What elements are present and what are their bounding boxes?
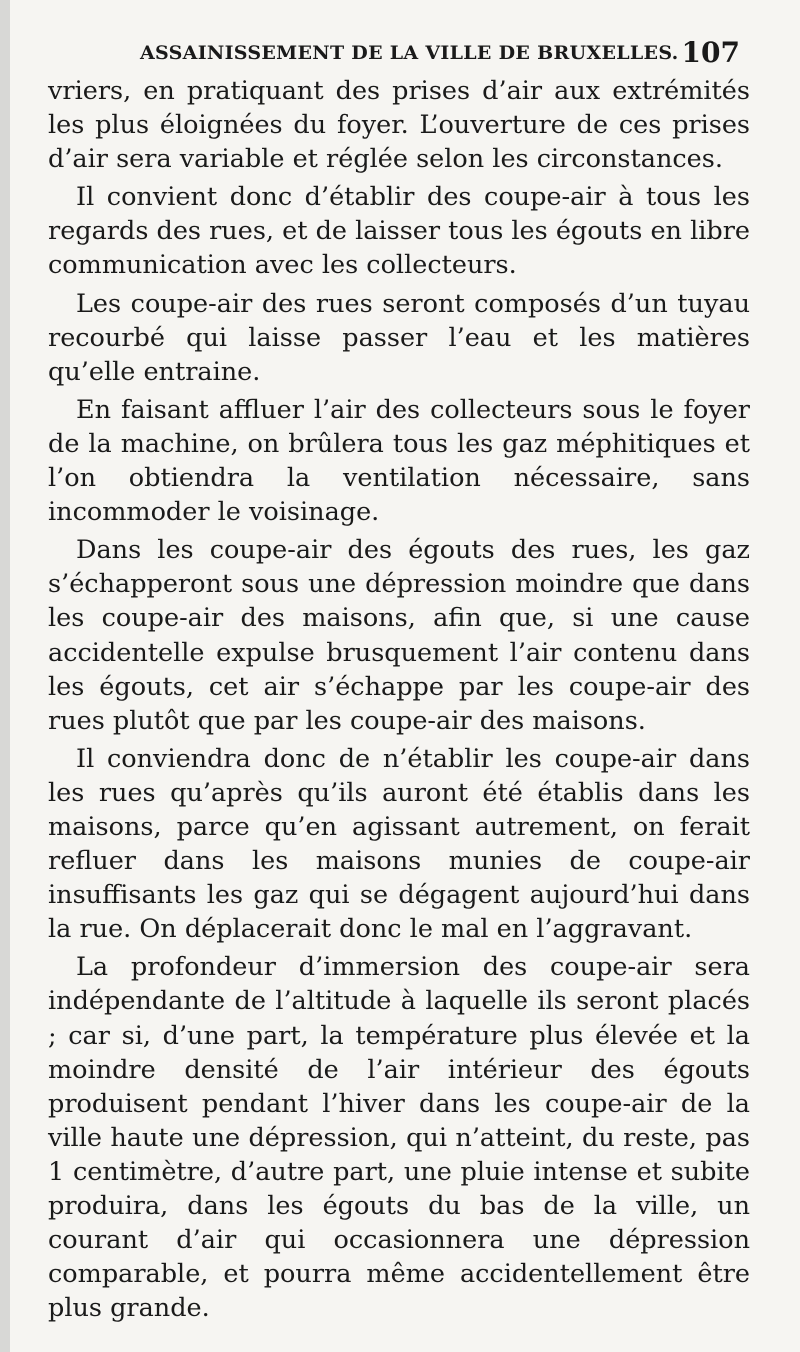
- page-header: [140, 36, 740, 72]
- paragraph: En faisant affluer l’air des collecteurs sous le foyer de la machine, on brûlera tous les gaz méphitiques et l’on obtiendra la ventilation nécessaire, sans incommoder le voisinage.: [48, 394, 750, 528]
- paragraph: Il convient donc d’établir des coupe-air à tous les regards des rues, et de laisser tous les égouts en libre communication avec les collecteurs.: [48, 182, 750, 281]
- body-text: [48, 74, 750, 1325]
- page-number: 107: [681, 36, 740, 69]
- paragraph-continued: vriers, en pratiquant des prises d’air aux extrémités les plus éloignées du foyer. L’ouverture de ces prises d’air sera variable et réglée selon les circonstances.: [48, 76, 750, 175]
- paragraph: Les coupe-air des rues seront composés d’un tuyau recourbé qui laisse passer l’eau et les matières qu’elle entraine.: [48, 288, 750, 387]
- paragraph: La profondeur d’immersion des coupe-air sera indépendante de l’altitude à laquelle ils seront placés ; car si, d’une part, la température plus élevée et la moindre densité de l’air intérieur des égouts produisent pendant l’hiver dans les coupe-air de la ville haute une dépression, qui n’atteint, du reste, pas 1 centimètre, d’autre part, une pluie intense et subite produira, dans les égouts du bas de la ville, un courant d’air qui occasionnera une dépression comparable, et pourra même accidentellement être plus grande.: [48, 952, 750, 1324]
- paragraph: Il conviendra donc de n’établir les coupe-air dans les rues qu’après qu’ils auront été établis dans les maisons, parce qu’en agissant autrement, on ferait refluer dans les maisons munies de coupe-air insuffisants les gaz qui se dégagent aujourd’hui dans la rue. On déplacerait donc le mal en l’aggravant.: [48, 743, 750, 945]
- page-edge: [0, 0, 10, 1352]
- running-title: ASSAINISSEMENT DE LA VILLE DE BRUXELLES.: [140, 42, 679, 64]
- paragraph: Dans les coupe-air des égouts des rues, les gaz s’échapperont sous une dépression moindre que dans les coupe-air des maisons, afin que, si une cause accidentelle expulse brusquement l’air contenu dans les égouts, cet air s’échappe par les coupe-air des rues plutôt que par les coupe-air des maisons.: [48, 535, 750, 736]
